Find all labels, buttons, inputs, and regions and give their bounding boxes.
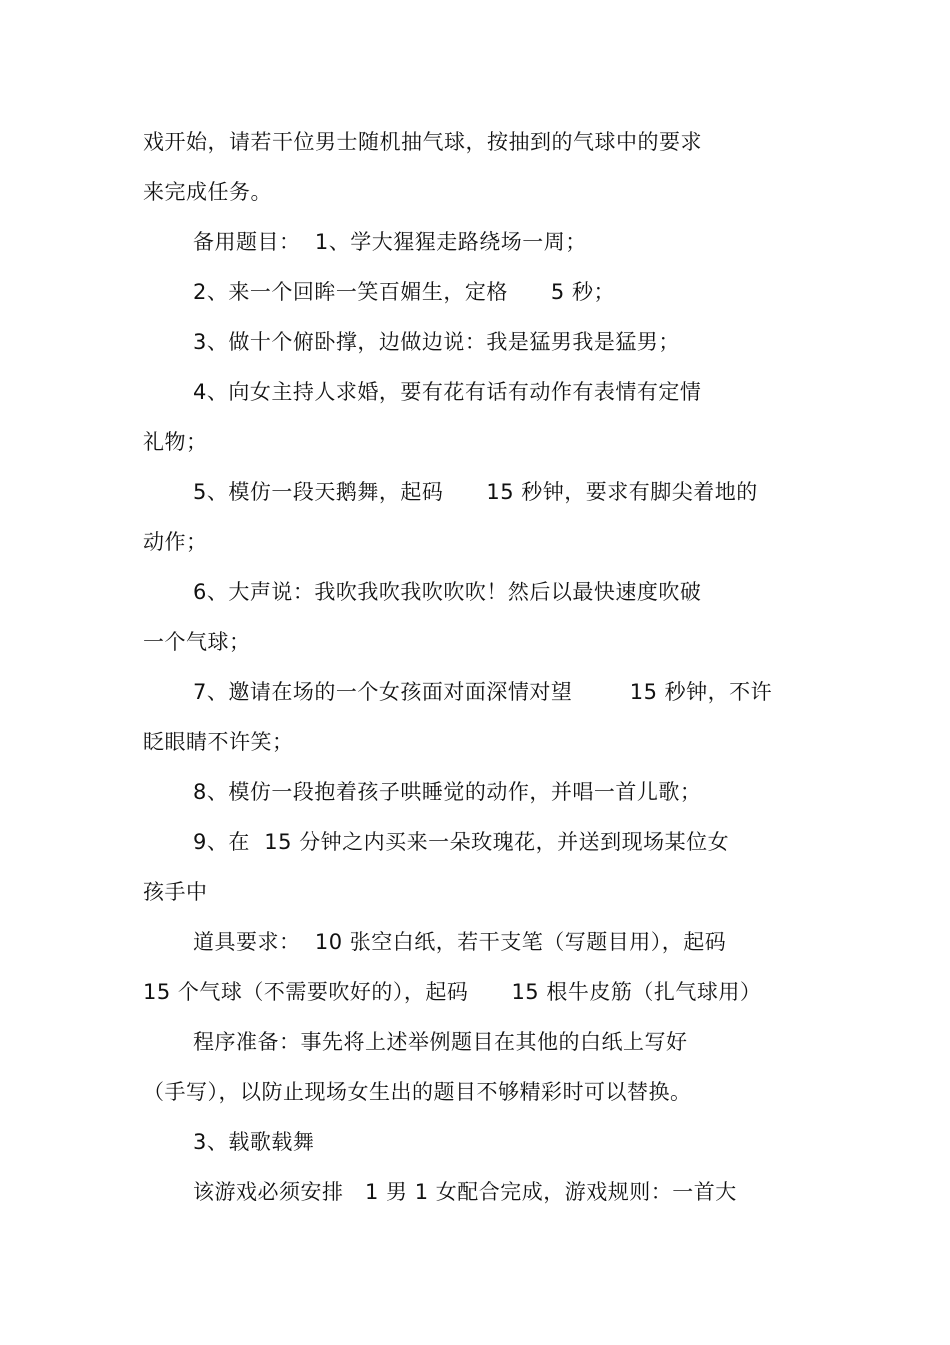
text-line-1: 戏开始，请若干位男士随机抽气球，按抽到的气球中的要求: [143, 130, 702, 154]
text-line-14: 8、模仿一段抱着孩子哄睡觉的动作，并唱一首儿歌；: [193, 780, 702, 804]
text-line-20: （手写），以防止现场女生出的题目不够精彩时可以替换。: [143, 1080, 692, 1104]
text-line-3: 备用题目： 1、学大猩猩走路绕场一周；: [193, 230, 587, 254]
text-line-19: 程序准备：事先将上述举例题目在其他的白纸上写好: [193, 1030, 688, 1054]
text-line-22: 该游戏必须安排 1 男 1 女配合完成，游戏规则：一首大: [193, 1180, 737, 1204]
text-line-10: 6、大声说：我吹我吹我吹吹吹！然后以最快速度吹破: [193, 580, 702, 604]
text-line-9: 动作；: [143, 530, 208, 554]
text-line-12: 7、邀请在场的一个女孩面对面深情对望 15 秒钟，不许: [193, 680, 773, 704]
text-line-17: 道具要求： 10 张空白纸，若干支笔（写题目用），起码: [193, 930, 727, 954]
text-line-11: 一个气球；: [143, 630, 251, 654]
text-line-6: 4、向女主持人求婚，要有花有话有动作有表情有定情: [193, 380, 702, 404]
text-line-15: 9、在 15 分钟之内买来一朵玫瑰花，并送到现场某位女: [193, 830, 730, 854]
text-line-13: 眨眼睛不许笑；: [143, 730, 294, 754]
text-line-5: 3、做十个俯卧撑，边做边说：我是猛男我是猛男；: [193, 330, 680, 354]
section-heading: 3、载歌载舞: [193, 1130, 315, 1154]
text-line-4: 2、来一个回眸一笑百媚生，定格 5 秒；: [193, 280, 615, 304]
text-line-18: 15 个气球（不需要吹好的），起码 15 根牛皮筋（扎气球用）: [143, 980, 762, 1004]
text-line-7: 礼物；: [143, 430, 208, 454]
text-line-2: 来完成任务。: [143, 180, 272, 204]
text-line-16: 孩手中: [143, 880, 208, 904]
text-line-8: 5、模仿一段天鹅舞，起码 15 秒钟，要求有脚尖着地的: [193, 480, 758, 504]
